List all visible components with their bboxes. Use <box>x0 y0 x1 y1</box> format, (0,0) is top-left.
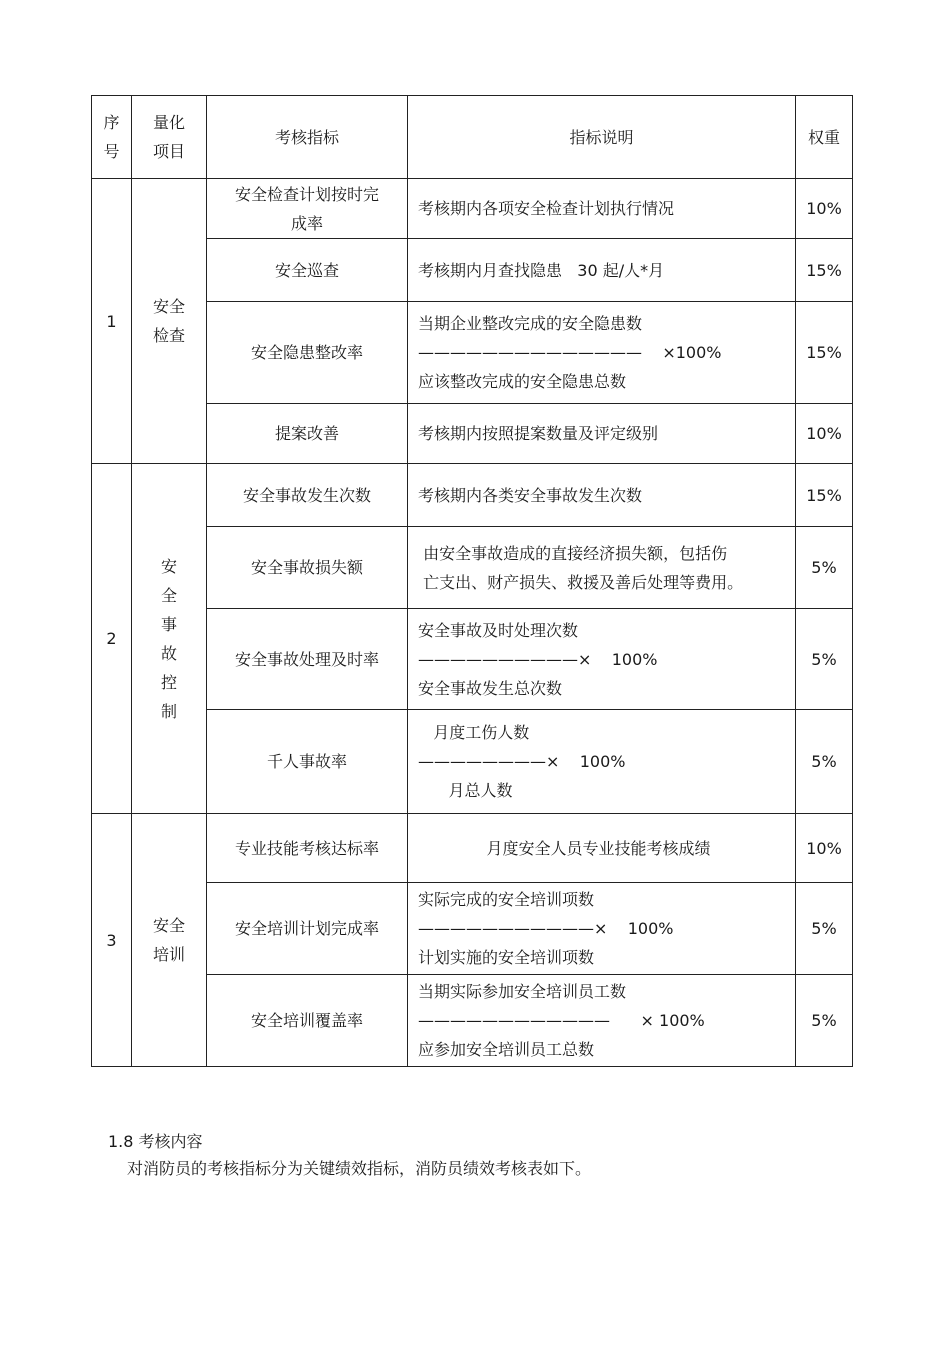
table-row <box>92 883 853 975</box>
formula-cell: 安全事故及时处理次数 ——————————× 100% 安全事故发生总次数 <box>408 609 796 710</box>
weight-cell: 5% <box>796 883 853 975</box>
table-row <box>92 179 853 239</box>
indicator-cell: 安全隐患整改率 <box>207 302 408 404</box>
table-row <box>92 302 853 404</box>
table-row <box>92 609 853 710</box>
header-item: 量化 项目 <box>132 96 207 179</box>
table-row <box>92 527 853 609</box>
weight-cell: 5% <box>796 527 853 609</box>
indicator-cell: 安全事故处理及时率 <box>207 609 408 710</box>
table-row <box>92 975 853 1067</box>
table-row <box>92 239 853 302</box>
weight-cell: 15% <box>796 464 853 527</box>
desc-cell: 考核期内按照提案数量及评定级别 <box>408 404 796 464</box>
table-row <box>92 710 853 814</box>
table-row <box>92 814 853 883</box>
desc-cell: 由安全事故造成的直接经济损失额，包括伤 亡支出、财产损失、救援及善后处理等费用。 <box>408 527 796 609</box>
indicator-cell: 安全事故发生次数 <box>207 464 408 527</box>
indicator-cell: 千人事故率 <box>207 710 408 814</box>
group-no: 3 <box>92 814 132 1067</box>
weight-cell: 10% <box>796 404 853 464</box>
header-row <box>92 96 853 179</box>
indicator-cell: 安全事故损失额 <box>207 527 408 609</box>
group-item: 安 全 事 故 控 制 <box>132 464 207 814</box>
formula-cell: 当期实际参加安全培训员工数 ———————————— × 100% 应参加安全培训员工总数 <box>408 975 796 1067</box>
kpi-table <box>91 95 853 1067</box>
group-item: 安全 检查 <box>132 179 207 464</box>
indicator-cell: 专业技能考核达标率 <box>207 814 408 883</box>
indicator-cell: 安全培训覆盖率 <box>207 975 408 1067</box>
indicator-cell: 安全检查计划按时完 成率 <box>207 179 408 239</box>
section-title: 1.8 考核内容 <box>108 1132 203 1151</box>
formula-cell: 当期企业整改完成的安全隐患数 —————————————— ×100% 应该整改完成的安全隐患总数 <box>408 302 796 404</box>
weight-cell: 5% <box>796 975 853 1067</box>
group-no: 2 <box>92 464 132 814</box>
body-paragraph: 对消防员的考核指标分为关键绩效指标，消防员绩效考核表如下。 <box>127 1159 592 1178</box>
table-row <box>92 464 853 527</box>
desc-cell: 考核期内各项安全检查计划执行情况 <box>408 179 796 239</box>
weight-cell: 10% <box>796 814 853 883</box>
header-indicator: 考核指标 <box>207 96 408 179</box>
desc-cell: 考核期内月查找隐患 30 起/人*月 <box>408 239 796 302</box>
formula-cell: 实际完成的安全培训项数 ———————————× 100% 计划实施的安全培训项数 <box>408 883 796 975</box>
weight-cell: 15% <box>796 302 853 404</box>
indicator-cell: 安全巡查 <box>207 239 408 302</box>
group-no: 1 <box>92 179 132 464</box>
table-row <box>92 404 853 464</box>
weight-cell: 15% <box>796 239 853 302</box>
desc-cell: 考核期内各类安全事故发生次数 <box>408 464 796 527</box>
indicator-cell: 提案改善 <box>207 404 408 464</box>
indicator-cell: 安全培训计划完成率 <box>207 883 408 975</box>
weight-cell: 5% <box>796 710 853 814</box>
desc-cell: 月度安全人员专业技能考核成绩 <box>408 814 796 883</box>
formula-cell: 月度工伤人数 ————————× 100% 月总人数 <box>408 710 796 814</box>
header-desc: 指标说明 <box>408 96 796 179</box>
group-item: 安全 培训 <box>132 814 207 1067</box>
header-weight: 权重 <box>796 96 853 179</box>
header-no: 序 号 <box>92 96 132 179</box>
weight-cell: 10% <box>796 179 853 239</box>
weight-cell: 5% <box>796 609 853 710</box>
